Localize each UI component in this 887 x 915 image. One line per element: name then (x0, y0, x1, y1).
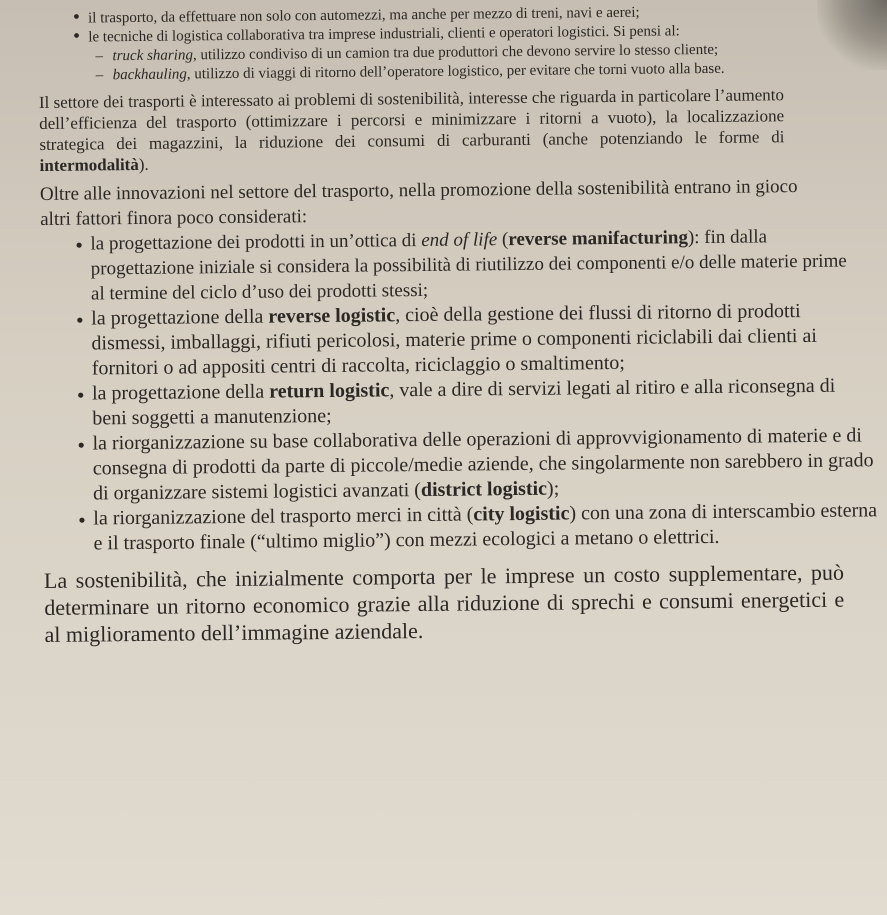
term: end of life (421, 229, 498, 251)
item-text (91, 298, 867, 381)
text-run: , vale a dire di servizi legati al ritiro e alla riconsegna di beni soggetti a manutenzione; (92, 374, 836, 430)
text-run: la progettazione dei prodotti in un’ottica di (90, 229, 422, 255)
text-run: la progettazione della (91, 305, 269, 330)
item-text (92, 423, 878, 506)
item-text (90, 224, 851, 307)
bullet-icon: ● (78, 512, 86, 527)
item-text (93, 498, 883, 556)
text-run: ) con una zona di interscambio esterna e il trasporto finale (“ultimo miglio”) con mezzi ecologici a metano o elettrici. (93, 499, 878, 555)
bullet-icon: ● (76, 312, 84, 327)
text-run: ). (138, 154, 149, 174)
item-text (92, 373, 872, 431)
text-run: la riorganizzazione del trasporto merci in città ( (93, 503, 474, 530)
dash-icon: – (95, 48, 104, 65)
paragraph: Oltre alle innovazioni nel settore del trasporto, nella promozione della sostenibilità entrano in gioco altri fattori finora poco considerati: (39, 176, 798, 230)
paragraph (39, 84, 785, 176)
list-item (41, 298, 867, 382)
closing-paragraph: La sostenibilità, che inizialmente comporta per le imprese un costo supplementare, può determinare un ritorno economico grazie alla riduzione di sprechi e consumi energetici e al miglioramento dell’immagine aziendale. (43, 559, 845, 647)
bullet-icon: ● (77, 437, 85, 452)
text-run: la progettazione della (91, 380, 270, 405)
bullet-icon: ● (76, 387, 85, 402)
list-item (43, 498, 883, 557)
term: truck sharing (112, 47, 193, 65)
bullet-icon: ● (73, 29, 80, 42)
term: return logistic (269, 379, 390, 403)
term: intermodalità (39, 154, 139, 175)
text-run: la riorganizzazione su base collaborativa delle operazioni di approvvigionamento di materie e di consegna di prodotti da parte di piccole/medie aziende, che singolarmente non sarebbero in grado di organizzare sistemi logistici avanzati ( (92, 424, 874, 505)
term: district logistic (420, 477, 548, 502)
term: reverse manifacturing (508, 227, 688, 251)
item-text: il trasporto, da effettuare non solo con automezzi, ma anche per mezzo di treni, navi e aerei; (88, 4, 640, 27)
list-item (42, 373, 872, 432)
text-run: , utilizzo condiviso di un camion tra due produttori che devono servire lo stesso cliente; (192, 41, 719, 64)
text-run: , cioè della gestione dei flussi di ritorno di prodotti dismessi, imballaggi, rifiuti pericolosi, materie prime o componenti riciclabili dai clienti ai fornitori o ad appositi centri di raccolta, riciclaggio o smaltimento; (91, 300, 817, 380)
list-item (42, 423, 878, 507)
item-text: le tecniche di logistica collaborativa tra imprese industriali, clienti e operatori logistici. Si pensi al: (88, 23, 680, 46)
term: backhauling (112, 66, 187, 84)
text-run: ): fin dalla progettazione iniziale si considera la possibilità di riutilizzo dei componenti e/o delle materie prime al termine del ciclo d’uso dei prodotti stessi; (90, 226, 847, 305)
document-body (38, 1, 885, 648)
list-item (40, 224, 851, 307)
text-run: , utilizzo di viaggi di ritorno dell’operatore logistico, per evitare che torni vuoto alla base. (186, 60, 725, 83)
bullet-icon: ● (73, 10, 80, 23)
text-run: ( (497, 229, 509, 251)
text-run: Il settore dei trasporti è interessato ai problemi di sostenibilità, interesse che riguarda in particolare l’aumento dell’efficienza del trasporto (ottimizzare i percorsi e minimizzare i ritorni a vuoto), la localizzazione strategica dei magazzini, la riduzione dei consumi di carburanti (anche potenziando le forme di (38, 85, 785, 154)
dash-icon: – (95, 67, 104, 84)
term: reverse logistic (268, 304, 396, 328)
bullet-icon: ● (75, 237, 83, 252)
text-run: ); (546, 477, 560, 500)
term: city logistic (473, 502, 570, 526)
